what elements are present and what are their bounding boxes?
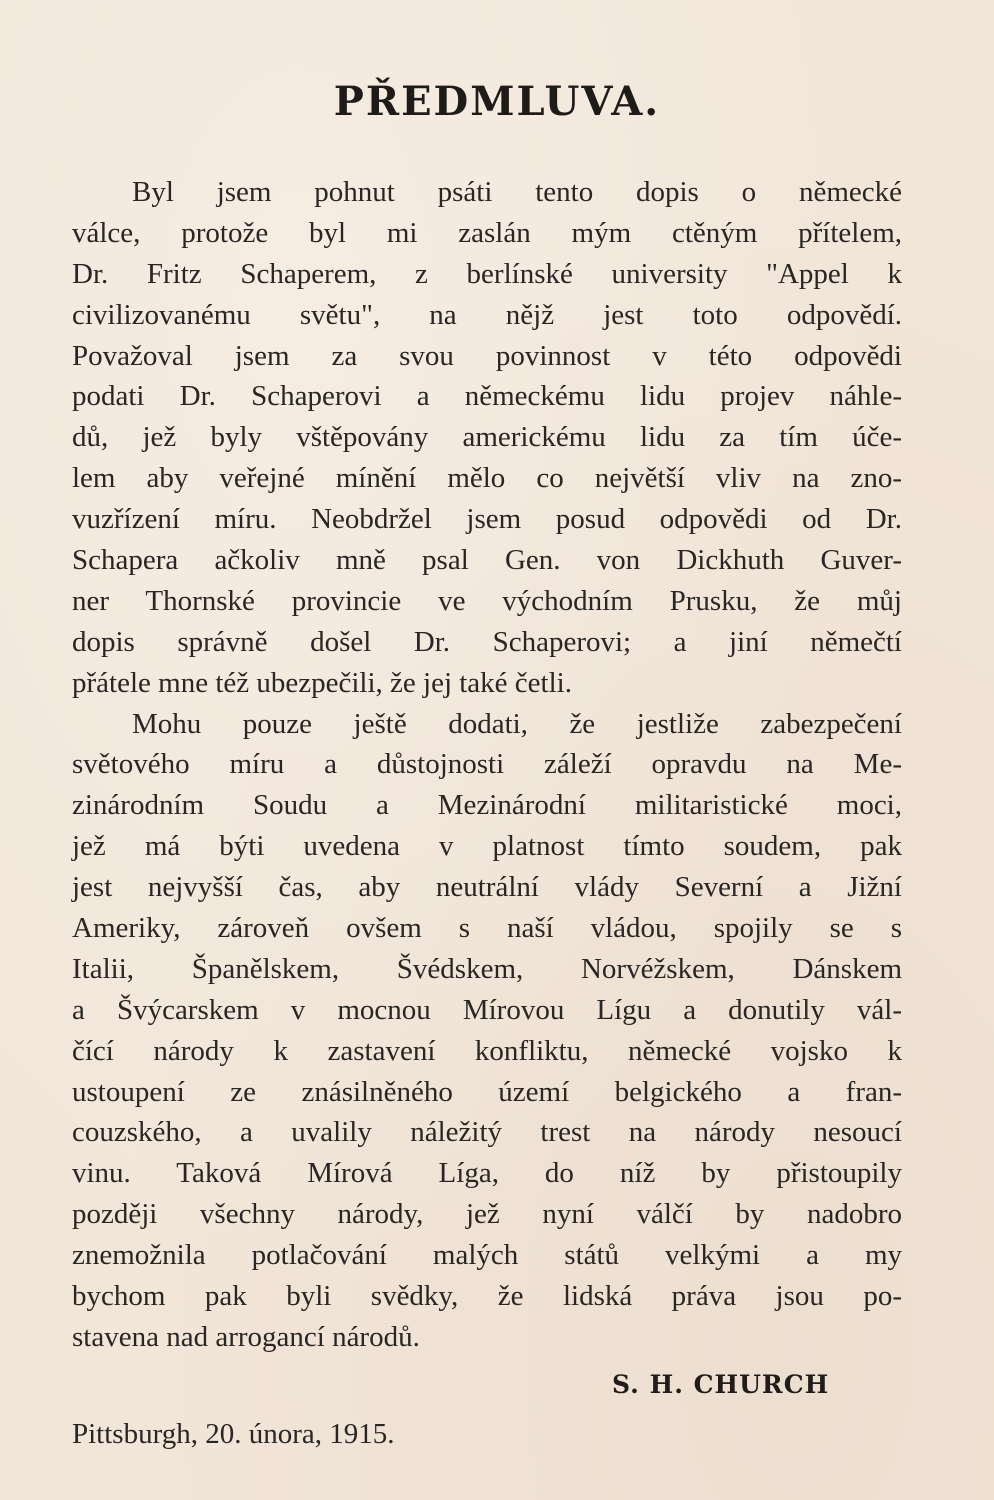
text-line: stavena nad arrogancí národů.: [72, 1320, 420, 1353]
text-line: couzského, a uvalily náležitý trest na národy nesoucí: [72, 1116, 902, 1149]
author-signature: S. H. CHURCH: [612, 1370, 830, 1399]
text-line: podati Dr. Schaperovi a německému lidu projev náhle-: [72, 380, 902, 413]
paragraph-2: [72, 704, 902, 1358]
text-line: čící národy k zastavení konfliktu, německé vojsko k: [72, 1034, 902, 1067]
text-line: Považoval jsem za svou povinnost v této odpovědi: [72, 339, 902, 372]
text-line: jež má býti uvedena v platnost tímto soudem, pak: [72, 830, 902, 863]
text-line: Byl jsem pohnut psáti tento dopis o německé: [132, 176, 902, 208]
text-line: Dr. Fritz Schaperem, z berlínské university "Appel k: [72, 257, 902, 290]
text-line: později všechny národy, jež nyní válčí by nadobro: [72, 1198, 902, 1231]
place-and-date: Pittsburgh, 20. února, 1915.: [72, 1418, 395, 1450]
text-line: válce, protože byl mi zaslán mým ctěným přítelem,: [72, 216, 902, 249]
text-line: jest nejvyšší čas, aby neutrální vlády Severní a Jižní: [72, 871, 902, 904]
text-line: znemožnila potlačování malých států velkými a my: [72, 1239, 902, 1272]
text-line: dů, jež byly vštěpovány americkému lidu za tím úče-: [72, 421, 902, 454]
text-line: a Švýcarskem v mocnou Mírovou Lígu a donutily vál-: [72, 993, 902, 1026]
text-line: Mohu pouze ještě dodati, že jestliže zabezpečení: [132, 707, 902, 740]
text-line: ustoupení ze znásilněného území belgického a fran-: [72, 1075, 902, 1108]
text-line: bychom pak byli svědky, že lidská práva jsou po-: [72, 1280, 902, 1313]
text-line: zinárodním Soudu a Mezinárodní militaristické moci,: [72, 789, 902, 822]
text-line: Schapera ačkoliv mně psal Gen. von Dickhuth Guver-: [72, 544, 902, 577]
text-line: lem aby veřejné mínění mělo co největší vliv na zno-: [72, 462, 902, 495]
preface-body: [72, 172, 902, 1358]
text-line: ner Thornské provincie ve východním Prusku, že můj: [72, 584, 902, 617]
page-title: PŘEDMLUVA.: [333, 78, 661, 125]
text-line: Ameriky, zároveň ovšem s naší vládou, spojily se s: [72, 912, 902, 945]
text-line: vinu. Taková Mírová Líga, do níž by přistoupily: [72, 1157, 902, 1190]
text-line: světového míru a důstojnosti záleží opravdu na Me-: [72, 748, 902, 781]
text-line: civilizovanému světu", na nějž jest toto odpovědí.: [72, 298, 902, 331]
text-line: Italii, Španělskem, Švédskem, Norvéžskem, Dánskem: [72, 952, 902, 985]
text-line: vuzřízení míru. Neobdržel jsem posud odpovědi od Dr.: [72, 503, 902, 536]
text-line: dopis správně došel Dr. Schaperovi; a jiní němečtí: [72, 625, 902, 658]
text-line: přátele mne též ubezpečili, že jej také četli.: [72, 666, 572, 699]
paragraph-1: [72, 172, 902, 704]
